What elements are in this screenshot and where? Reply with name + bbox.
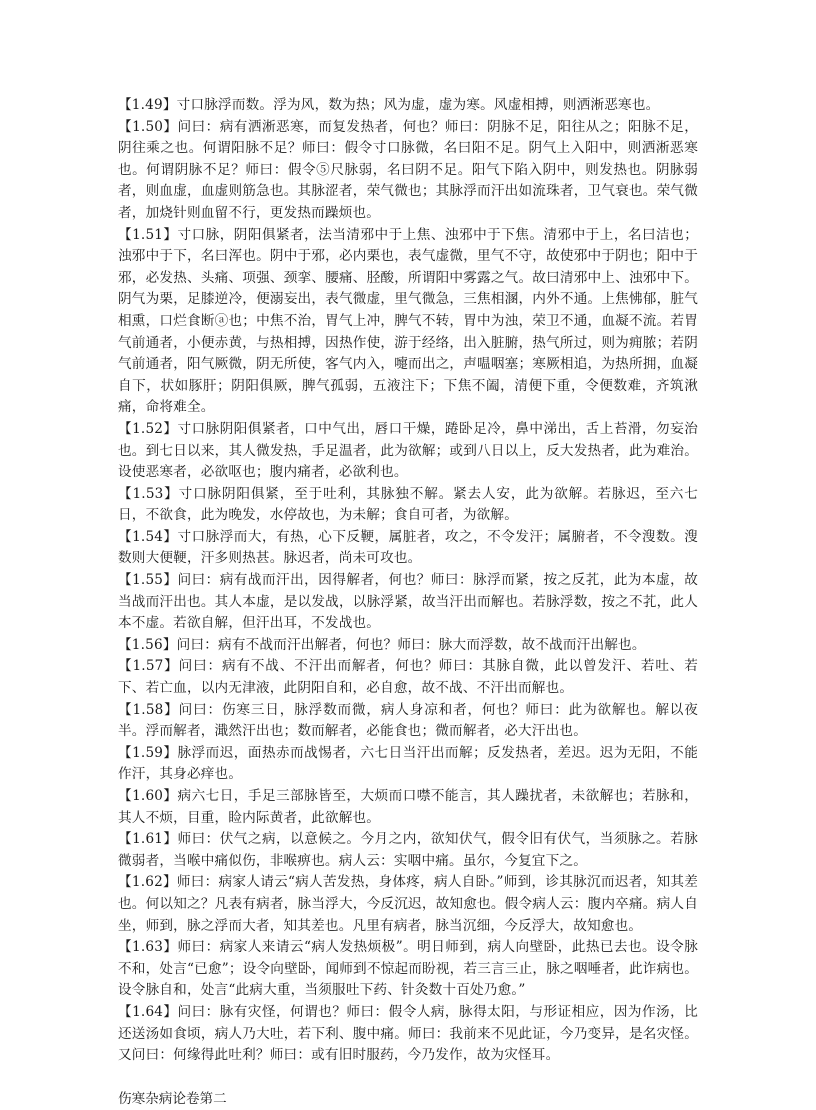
paragraph-text: 师曰：伏气之病，以意候之。今月之内，欲知伏气，假令旧有伏气，当须脉之。若脉微弱者，当喉中痛似伤，非喉痹也。病人云：实咽中痛。虽尔，今复宜下之。 bbox=[118, 831, 698, 869]
paragraph bbox=[118, 570, 698, 635]
paragraph-text: 问曰：伤寒三日，脉浮数而微，病人身凉和者，何也？师曰：此为欲解也。解以夜半。浮而解者，濈然汗出也；数而解者，必能食也；微而解者，必大汗出也。 bbox=[118, 701, 699, 740]
paragraph-text: 病六七日，手足三部脉皆至，大烦而口噤不能言，其人躁扰者，未欲解也；若脉和，其人不烦，目重，睑内际黄者，此欲解也。 bbox=[118, 788, 698, 826]
paragraph-number: 【1.51】 bbox=[118, 226, 178, 243]
paragraph-number: 【1.49】 bbox=[118, 97, 177, 113]
paragraph bbox=[118, 484, 698, 527]
paragraph-number: 【1.55】 bbox=[118, 572, 178, 589]
paragraph-number: 【1.59】 bbox=[118, 744, 178, 761]
document-page bbox=[118, 95, 698, 1110]
paragraph-number: 【1.54】 bbox=[118, 528, 178, 545]
paragraph bbox=[118, 743, 698, 786]
paragraph-number: 【1.53】 bbox=[118, 485, 179, 502]
paragraph-number: 【1.52】 bbox=[118, 420, 178, 437]
paragraph-text: 寸口脉，阴阳俱紧者，法当清邪中于上焦、浊邪中于下焦。清邪中于上，名曰洁也；浊邪中于下，名曰浑也。阴中于邪，必内栗也，表气虚微，里气不守，故使邪中于阴也；阳中于邪，必发热、头痛、项强、颈挛、腰痛、胫酸，所谓阳中雾露之气。故曰清邪中上、浊邪中下。阴气为栗，足膝逆冷，便溺妄出，表气微虚，里气微急，三焦相溷，内外不通。上焦怫郁，脏气相熏，口烂食断ⓐ也；中焦不治，胃气上冲，脾气不转，胃中为浊，荣卫不通，血凝不流。若胃气前通者，小便赤黄，与热相搏，因热作使，游于经络，出入脏腑，热气所过，则为痈脓；若阴气前通者，阳气厥微，阴无所使，客气内入，嚏而出之，声嗢咽塞；寒厥相追，为热所拥，血凝自下，状如豚肝；阴阳俱厥，脾气孤弱，五液注下；下焦不阖，清便下重，令便数难，齐筑湫痛，命将难全。 bbox=[118, 226, 698, 416]
paragraph-number: 【1.56】 bbox=[118, 636, 177, 653]
paragraph-text: 寸口脉浮而大，有热，心下反鞕，属脏者，攻之，不令发汗；属腑者，不令溲数。溲数则大便鞕，汗多则热甚。脉迟者，尚未可攻也。 bbox=[118, 528, 698, 567]
paragraph bbox=[118, 635, 698, 657]
paragraph-text: 问曰：脉有灾怪，何谓也？师曰：假令人病，脉得太阳，与形证相应，因为作汤，比还送汤如食顷，病人乃大吐，若下利、腹中痛。师曰：我前来不见此证，今乃变异，是名灾怪。又问曰：何缘得此吐利？师曰：或有旧时服药，今乃发作，故为灾怪耳。 bbox=[118, 1003, 698, 1064]
paragraph-number: 【1.50】 bbox=[118, 118, 178, 135]
paragraph bbox=[118, 527, 698, 570]
paragraph-text: 问曰：病有不战而汗出解者，何也？师曰：脉大而浮数，故不战而汗出解也。 bbox=[176, 636, 646, 653]
paragraph bbox=[118, 872, 698, 937]
paragraph bbox=[118, 656, 698, 699]
paragraph-text: 寸口脉浮而数。浮为风，数为热；风为虚，虚为寒。风虚相搏，则洒淅恶寒也。 bbox=[176, 97, 660, 113]
paragraph bbox=[118, 700, 698, 743]
paragraph-text: 问曰：病有不战、不汗出而解者，何也？师曰：其脉自微，此以曾发汗、若吐、若下、若亡血，以内无津液，此阴阳自和，必自愈，故不战、不汗出而解也。 bbox=[118, 658, 699, 697]
paragraph-text: 问曰：病有战而汗出，因得解者，何也？师曰：脉浮而紧，按之反芤，此为本虚，故当战而汗出也。其人本虚，是以发战，以脉浮紧，故当汗出而解也。若脉浮数，按之不芤，此人本不虚。若欲自解，但汗出耳，不发战也。 bbox=[118, 572, 698, 632]
paragraph-number: 【1.60】 bbox=[118, 788, 178, 804]
paragraph bbox=[118, 937, 698, 1002]
volume-end-title: 伤寒杂病论卷第二 bbox=[118, 1090, 227, 1107]
paragraph bbox=[118, 786, 698, 829]
paragraph-text: 寸口脉阴阳俱紧，至于吐利，其脉独不解。紧去人安，此为欲解。若脉迟，至六七日，不欲食，此为晚发，水停故也，为未解；食自可者，为欲解。 bbox=[118, 485, 699, 524]
paragraph-number: 【1.57】 bbox=[118, 658, 179, 675]
paragraph-number: 【1.61】 bbox=[118, 831, 178, 848]
paragraph-text: 寸口脉阴阳俱紧者，口中气出，唇口干燥，踡卧足冷，鼻中涕出，舌上苔滑，勿妄治也。到七日以来，其人微发热，手足温者，此为欲解；或到八日以上，反大发热者，此为难治。设使恶寒者，必欲呕也；腹内痛者，必欲利也。 bbox=[118, 420, 698, 481]
paragraph-number: 【1.58】 bbox=[118, 701, 179, 718]
paragraph bbox=[118, 829, 698, 872]
paragraph-text: 脉浮而迟，面热赤而战惕者，六七日当汗出而解；反发热者，差迟。迟为无阳，不能作汗，其身必痒也。 bbox=[118, 744, 698, 783]
paragraph-number: 【1.64】 bbox=[118, 1003, 178, 1020]
paragraph bbox=[118, 419, 698, 484]
paragraph bbox=[118, 225, 698, 419]
paragraph-text: 师曰：病家人来请云“病人发热烦极”。明日师到，病人向壁卧，此热已去也。设令脉不和，处言“已愈”；设令向壁卧，闻师到不惊起而盼视，若三言三止，脉之咽唾者，此诈病也。设令脉自和，处言“此病大重，当须服吐下药、针灸数十百处乃愈。” bbox=[118, 939, 699, 999]
paragraph-number: 【1.62】 bbox=[118, 874, 177, 891]
paragraph bbox=[118, 117, 698, 225]
paragraph-text: 问曰：病有洒淅恶寒，而复发热者，何也？师曰：阴脉不足，阳往从之；阳脉不足，阴往乘之也。何谓阳脉不足？师曰：假令寸口脉微，名曰阳不足。阴气上入阳中，则洒淅恶寒也。何谓阴脉不足？师曰：假令⑤尺脉弱，名曰阴不足。阳气下陷入阴中，则发热也。阴脉弱者，则血虚，血虚则筋急也。其脉涩者，荣气微也；其脉浮而汗出如流珠者，卫气衰也。荣气微者，加烧针则血留不行，更发热而躁烦也。 bbox=[118, 118, 698, 221]
paragraph-text: 师曰：病家人请云“病人苦发热，身体疼，病人自卧。”师到，诊其脉沉而迟者，知其差也。何以知之？凡表有病者，脉当浮大，今反沉迟，故知愈也。假令病人云：腹内卒痛。病人自坐，师到，脉之浮而大者，知其差也。凡里有病者，脉当沉细，今反浮大，故知愈也。 bbox=[118, 874, 699, 934]
paragraph-list bbox=[118, 95, 698, 1067]
paragraph bbox=[118, 95, 698, 117]
paragraph bbox=[118, 1002, 698, 1067]
paragraph-number: 【1.63】 bbox=[118, 939, 178, 956]
